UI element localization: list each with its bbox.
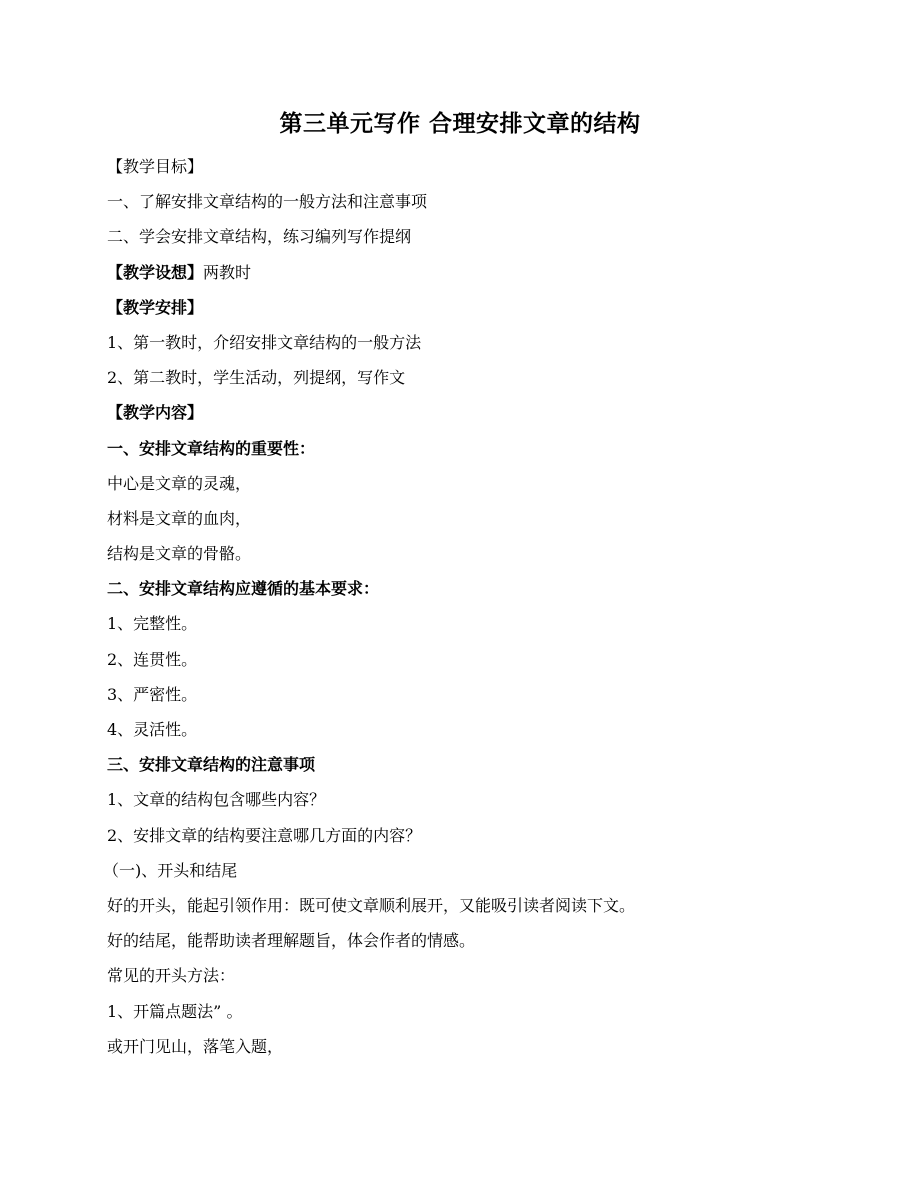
paragraph-line: 或开门见山，落笔入题， <box>107 1036 284 1056</box>
method-item-1: 1、开篇点题法” 。 <box>107 1001 243 1021</box>
question-item-2: 2、安排文章的结构要注意哪几方面的内容？ <box>107 825 422 845</box>
heading-teaching-plan: 【教学设想】 <box>107 262 204 282</box>
arrangement-item-2: 2、第二教时，学生活动，列提纲，写作文 <box>107 368 406 388</box>
goal-item-2: 二、学会安排文章结构，练习编列写作提纲 <box>107 227 412 247</box>
section-heading-2: 二、安排文章结构应遵循的基本要求： <box>107 579 380 599</box>
document-title: 第三单元写作 合理安排文章的结构 <box>279 111 641 137</box>
heading-teaching-content: 【教学内容】 <box>107 403 204 423</box>
paragraph-line: 结构是文章的骨骼。 <box>107 544 252 564</box>
paragraph-line: 好的结尾，能帮助读者理解题旨，体会作者的情感。 <box>107 931 476 951</box>
section-heading-1: 一、安排文章结构的重要性： <box>107 438 316 458</box>
paragraph-line: 常见的开头方法： <box>107 966 236 986</box>
requirement-item-1: 1、完整性。 <box>107 614 198 634</box>
paragraph-line: 中心是文章的灵魂， <box>107 473 252 493</box>
requirement-item-3: 3、严密性。 <box>107 684 198 704</box>
arrangement-item-1: 1、第一教时，介绍安排文章结构的一般方法 <box>107 332 422 352</box>
teaching-plan-value: 两教时 <box>203 262 252 282</box>
paragraph-line: 材料是文章的血肉， <box>107 508 252 528</box>
subsection-heading: （一)、开头和结尾 <box>103 860 238 880</box>
heading-teaching-arrangement: 【教学安排】 <box>107 297 204 317</box>
section-heading-3: 三、安排文章结构的注意事项 <box>107 755 316 775</box>
teaching-plan-line <box>107 255 827 290</box>
goal-item-1: 一、了解安排文章结构的一般方法和注意事项 <box>107 192 428 212</box>
requirement-item-4: 4、灵活性。 <box>107 720 198 739</box>
paragraph-line: 好的开头，能起引领作用：既可使文章顺利展开，又能吸引读者阅读下文。 <box>107 895 636 915</box>
question-item-1: 1、文章的结构包含哪些内容？ <box>107 790 326 810</box>
document-body <box>103 149 827 1064</box>
requirement-item-2: 2、连贯性。 <box>107 649 198 669</box>
heading-teaching-goals: 【教学目标】 <box>107 157 204 176</box>
